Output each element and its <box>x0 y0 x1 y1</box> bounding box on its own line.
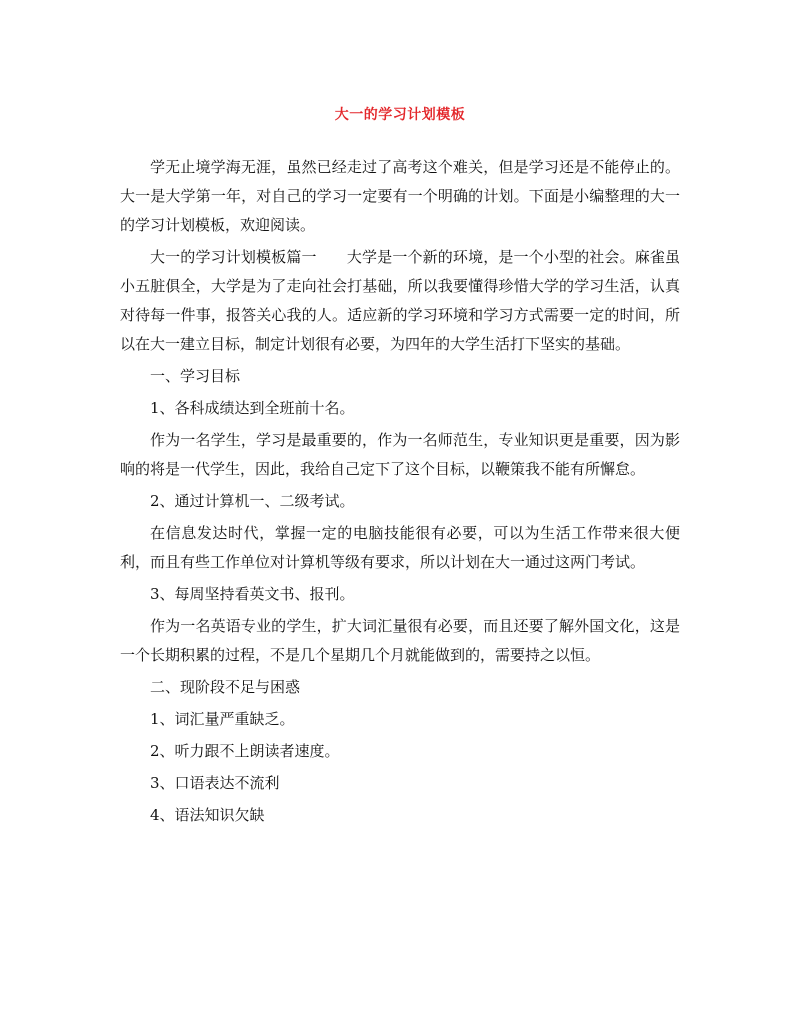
intro-paragraph: 学无止境学海无涯，虽然已经走过了高考这个难关，但是学习还是不能停止的。大一是大学第一年，对自己的学习一定要有一个明确的计划。下面是小编整理的大一的学习计划模板，欢迎阅读。 <box>120 158 680 234</box>
document-title: 大一的学习计划模板 <box>334 107 466 123</box>
shortcoming-three: 3、口语表达不流利 <box>150 774 280 792</box>
heading-shortcomings: 二、现阶段不足与困惑 <box>150 678 301 696</box>
goal-three: 3、每周坚持看英文书、报刊。 <box>150 585 355 603</box>
section-one-paragraph: 大一的学习计划模板篇一 大学是一个新的环境，是一个小型的社会。麻雀虽小五脏俱全，大学是为了走向社会打基础，所以我要懂得珍惜大学的学习生活，认真对待每一件事，报答关心我的人。适应新的学习环境和学习方式需要一定的时间，所以在大一建立目标，制定计划很有必要，为四年的大学生活打下坚实的基础。 <box>120 248 680 353</box>
goal-one: 1、各科成绩达到全班前十名。 <box>150 399 355 417</box>
goal-one-description: 作为一名学生，学习是最重要的，作为一名师范生，专业知识更是重要，因为影响的将是一代学生，因此，我给自己定下了这个目标，以鞭策我不能有所懈怠。 <box>120 431 680 478</box>
goal-three-description: 作为一名英语专业的学生，扩大词汇量很有必要，而且还要了解外国文化，这是一个长期积累的过程，不是几个星期几个月就能做到的，需要持之以恒。 <box>120 617 680 664</box>
shortcoming-one: 1、词汇量严重缺乏。 <box>150 710 295 728</box>
document-body <box>120 153 680 833</box>
goal-two-description: 在信息发达时代，掌握一定的电脑技能很有必要，可以为生活工作带来很大便利，而且有些工作单位对计算机等级有要求，所以计划在大一通过这两门考试。 <box>120 524 680 571</box>
goal-two: 2、通过计算机一、二级考试。 <box>150 492 355 510</box>
heading-study-goals: 一、学习目标 <box>150 367 241 385</box>
shortcoming-four: 4、语法知识欠缺 <box>150 806 265 824</box>
shortcoming-two: 2、听力跟不上朗读者速度。 <box>150 742 340 760</box>
